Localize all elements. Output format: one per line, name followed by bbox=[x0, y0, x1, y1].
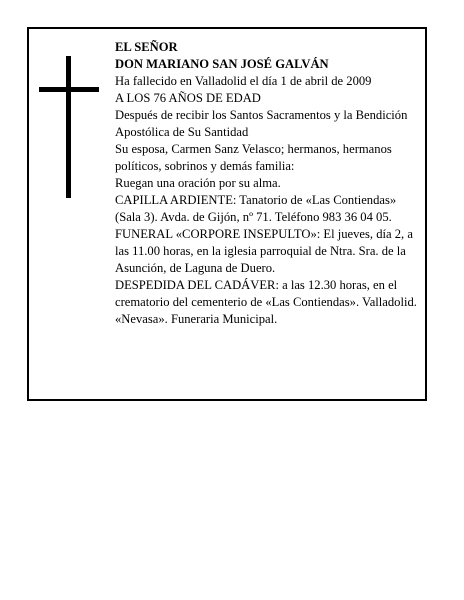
farewell-text: a las 12.30 horas, en el crematorio del cementerio de «Las Contiendas». Valladolid. bbox=[115, 278, 417, 309]
heading-title: EL SEÑOR bbox=[115, 40, 178, 54]
chapel-paragraph bbox=[115, 192, 425, 226]
funeral-home: «Nevasa». Funeraria Municipal. bbox=[115, 312, 278, 326]
obituary-text bbox=[115, 39, 425, 328]
funeral-paragraph bbox=[115, 226, 425, 277]
sacraments-line: Después de recibir los Santos Sacramentos y la Bendición Apostólica de Su Santidad bbox=[115, 108, 408, 139]
prayer-request: Ruegan una oración por su alma. bbox=[115, 176, 281, 190]
age-line: A LOS 76 AÑOS DE EDAD bbox=[115, 91, 261, 105]
death-info: Ha fallecido en Valladolid el día 1 de abril de 2009 bbox=[115, 74, 372, 88]
family-line: Su esposa, Carmen Sanz Velasco; hermanos, hermanos políticos, sobrinos y demás familia: bbox=[115, 142, 392, 173]
cross-icon bbox=[39, 56, 99, 198]
funeral-label: FUNERAL «CORPORE INSEPULTO»: bbox=[115, 227, 321, 241]
cross-horizontal-bar bbox=[39, 87, 99, 92]
funeral-text: El jueves, día 2, a las 11.00 horas, en la iglesia parroquial de Ntra. Sra. de la Asunción, de Laguna de Duero. bbox=[115, 227, 413, 275]
chapel-text: Tanatorio de «Las Contiendas» (Sala 3). Avda. de Gijón, nº 71. Teléfono 983 36 04 05. bbox=[115, 193, 397, 224]
deceased-name: DON MARIANO SAN JOSÉ GALVÁN bbox=[115, 57, 329, 71]
farewell-paragraph bbox=[115, 277, 425, 311]
chapel-label: CAPILLA ARDIENTE: bbox=[115, 193, 237, 207]
cross-vertical-bar bbox=[66, 56, 71, 198]
obituary-notice bbox=[27, 27, 427, 401]
farewell-label: DESPEDIDA DEL CADÁVER: bbox=[115, 278, 279, 292]
